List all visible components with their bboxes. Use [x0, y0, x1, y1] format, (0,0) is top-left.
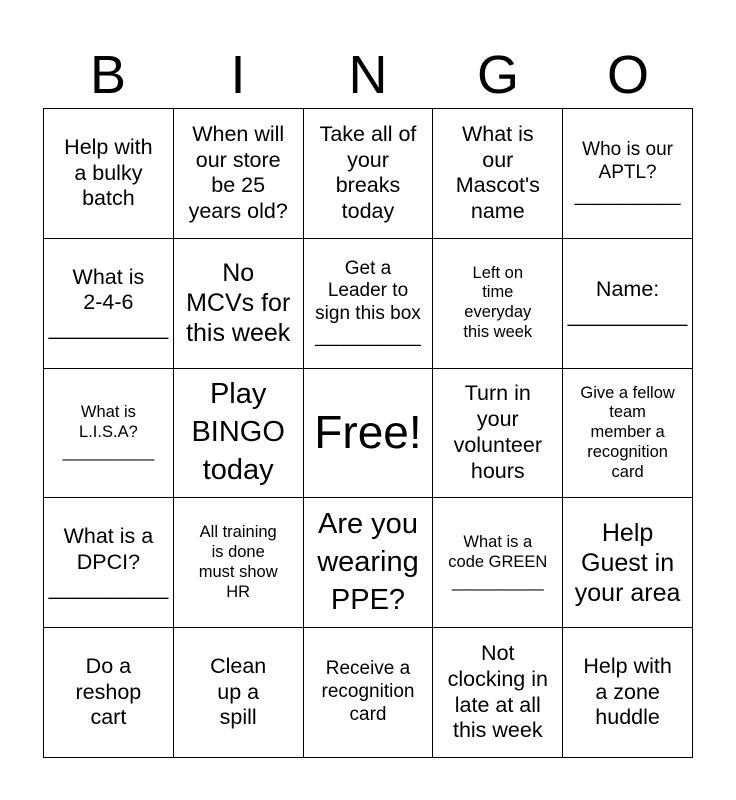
- cell-text: Receive a recognition card: [321, 658, 415, 725]
- cell-text: Who is our APTL? __________: [574, 139, 681, 206]
- cell-text: What is 2-4-6 __________: [48, 264, 169, 341]
- bingo-cell-r5-c2[interactable]: [174, 628, 304, 758]
- bingo-cell-r1-c1[interactable]: [44, 109, 174, 239]
- cell-text: Help Guest in your area: [574, 518, 681, 607]
- bingo-cell-r4-c1[interactable]: [44, 498, 174, 628]
- cell-text: Left on time everyday this week: [463, 263, 533, 341]
- bingo-cell-r3-c1[interactable]: [44, 369, 174, 499]
- cell-text: What is our Mascot's name: [455, 121, 540, 224]
- bingo-cell-r4-c3[interactable]: [304, 498, 434, 628]
- cell-text: No MCVs for this week: [186, 259, 291, 348]
- cell-text: Help with a zone huddle: [583, 653, 672, 730]
- cell-text: All training is done must show HR: [198, 523, 278, 601]
- bingo-cell-r5-c1[interactable]: [44, 628, 174, 758]
- bingo-cell-r4-c5[interactable]: [563, 498, 693, 628]
- cell-text: Take all of your breaks today: [319, 121, 417, 224]
- cell-text: Are you wearing PPE?: [317, 508, 419, 616]
- bingo-cell-r3-c5[interactable]: [563, 369, 693, 499]
- cell-text: When will our store be 25 years old?: [188, 121, 288, 224]
- bingo-cell-r1-c2[interactable]: [174, 109, 304, 239]
- cell-text: Name: __________: [567, 277, 688, 328]
- bingo-cell-r5-c3[interactable]: [304, 628, 434, 758]
- bingo-cell-r2-c5[interactable]: [563, 239, 693, 369]
- bingo-cell-r1-c3[interactable]: [304, 109, 434, 239]
- bingo-cell-r4-c4[interactable]: [433, 498, 563, 628]
- cell-text: What is a DPCI? __________: [48, 524, 169, 600]
- cell-text: Do a reshop cart: [75, 653, 142, 730]
- bingo-cell-r5-c4[interactable]: [433, 628, 563, 758]
- bingo-card-grid: [43, 108, 693, 758]
- cell-text: Give a fellow team member a recognition card: [580, 383, 675, 481]
- bingo-cell-r3-c4[interactable]: [433, 369, 563, 499]
- bingo-cell-r5-c5[interactable]: [563, 628, 693, 758]
- bingo-cell-r2-c4[interactable]: [433, 239, 563, 369]
- header-letter-o: O: [606, 45, 649, 105]
- header-letter-g: G: [476, 45, 519, 105]
- cell-text: Turn in your volunteer hours: [453, 381, 543, 483]
- bingo-cell-r3-c2[interactable]: [174, 369, 304, 499]
- bingo-header: [43, 42, 693, 108]
- bingo-cell-r2-c3[interactable]: [304, 239, 434, 369]
- cell-text: Get a Leader to sign this box __________: [315, 257, 421, 347]
- cell-text: Not clocking in late at all this week: [447, 641, 548, 743]
- bingo-cell-r1-c5[interactable]: [563, 109, 693, 239]
- bingo-cell-r4-c2[interactable]: [174, 498, 304, 628]
- bingo-cell-r1-c4[interactable]: [433, 109, 563, 239]
- header-letter-n: N: [348, 45, 388, 105]
- cell-text: Play BINGO today: [191, 378, 285, 486]
- bingo-cell-r2-c1[interactable]: [44, 239, 174, 369]
- bingo-free-space[interactable]: [304, 369, 434, 499]
- header-letter-b: B: [89, 45, 127, 105]
- free-space-label: Free!: [314, 406, 422, 459]
- header-letter-i: I: [230, 45, 246, 105]
- cell-text: Help with a bulky batch: [64, 134, 153, 211]
- bingo-cell-r2-c2[interactable]: [174, 239, 304, 369]
- cell-text: What is L.I.S.A? __________: [62, 403, 155, 461]
- cell-text: Clean up a spill: [210, 653, 267, 730]
- cell-text: What is a code GREEN __________: [448, 533, 548, 591]
